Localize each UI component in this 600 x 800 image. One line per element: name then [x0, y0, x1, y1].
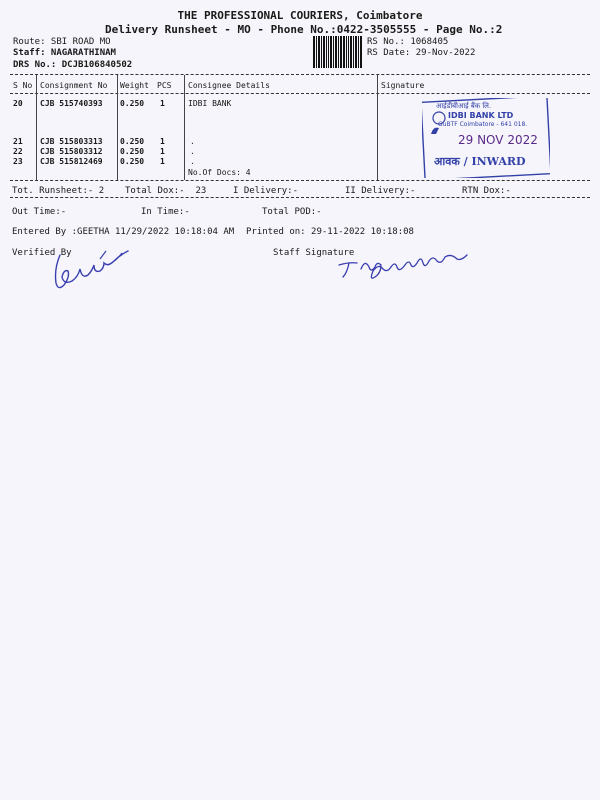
col-header-pcs: PCS	[157, 81, 172, 90]
col-header-sno: S No	[13, 81, 33, 90]
row-consignment: CJB 515812469	[40, 157, 103, 166]
row-pcs: 1	[160, 137, 165, 146]
table-header-rule	[10, 93, 590, 94]
totals-rule	[10, 197, 590, 198]
entered-by: Entered By :GEETHA 11/29/2022 10:18:04 AM	[12, 227, 235, 237]
col-header-weight: Weight	[120, 81, 149, 90]
stamp-branch: GuBTF Coimbatore - 641 018.	[438, 121, 528, 128]
stamp-inward: आवक / INWARD	[434, 155, 526, 168]
row-consignee: .	[190, 147, 195, 156]
row-sno: 20	[13, 99, 23, 108]
row-consignee: .	[190, 137, 195, 146]
row-sno: 21	[13, 137, 23, 146]
row-consignment: CJB 515803313	[40, 137, 103, 146]
rs-date: RS Date: 29-Nov-2022	[367, 48, 476, 58]
rs-number: RS No.: 1068405	[367, 37, 449, 47]
inward-stamp	[422, 98, 550, 178]
col-divider	[36, 75, 37, 180]
stamp-date: 29 NOV 2022	[458, 133, 538, 147]
col-header-signature: Signature	[381, 81, 425, 90]
route-label: Route: SBI ROAD MO	[13, 37, 111, 47]
row-pcs: 1	[160, 99, 165, 108]
row-pcs: 1	[160, 157, 165, 166]
row-weight: 0.250	[120, 137, 145, 146]
rtn-dox: RTN Dox:-	[462, 186, 511, 196]
col-divider	[117, 75, 118, 180]
in-time: In Time:-	[141, 207, 190, 217]
runsheet-subtitle: Delivery Runsheet - MO - Phone No.:0422-3505555 - Page No.:2	[105, 23, 503, 36]
stamp-hindi-line: आईडीबीआई बैंक लि.	[436, 102, 492, 110]
ii-delivery: II Delivery:-	[345, 186, 416, 196]
staff-signature-label: Staff Signature	[273, 248, 355, 258]
verified-by-label: Verified By	[12, 248, 72, 258]
printed-on: Printed on: 29-11-2022 10:18:08	[246, 227, 414, 237]
row-weight: 0.250	[120, 157, 145, 166]
company-title: THE PROFESSIONAL COURIERS, Coimbatore	[177, 9, 423, 22]
total-dox: Total Dox:- 23	[125, 186, 207, 196]
barcode	[313, 36, 363, 68]
out-time: Out Time:-	[12, 207, 67, 217]
i-delivery: I Delivery:-	[233, 186, 299, 196]
row-sno: 22	[13, 147, 23, 156]
row-weight: 0.250	[120, 99, 145, 108]
row-sno: 23	[13, 157, 23, 166]
doc-count: No.Of Docs: 4	[188, 168, 251, 177]
stamp-bank-name: IDBI BANK LTD	[448, 111, 514, 120]
total-pod: Total POD:-	[262, 207, 322, 217]
row-consignment: CJB 515803312	[40, 147, 103, 156]
row-pcs: 1	[160, 147, 165, 156]
col-header-consignee: Consignee Details	[188, 81, 270, 90]
table-top-rule	[10, 74, 590, 75]
col-divider	[377, 75, 378, 180]
drs-number: DRS No.: DCJB106840502	[13, 60, 133, 70]
total-runsheet: Tot. Runsheet:- 2	[12, 186, 105, 196]
row-consignee: .	[190, 157, 195, 166]
col-header-consignment: Consignment No	[40, 81, 108, 90]
staff-label: Staff: NAGARATHINAM	[13, 48, 116, 58]
staff-signature	[335, 253, 495, 285]
row-consignee: IDBI BANK	[188, 99, 232, 108]
row-consignment: CJB 515740393	[40, 99, 103, 108]
col-divider	[184, 75, 185, 180]
row-weight: 0.250	[120, 147, 145, 156]
verifier-signature	[48, 245, 138, 297]
table-bottom-rule	[10, 180, 590, 181]
